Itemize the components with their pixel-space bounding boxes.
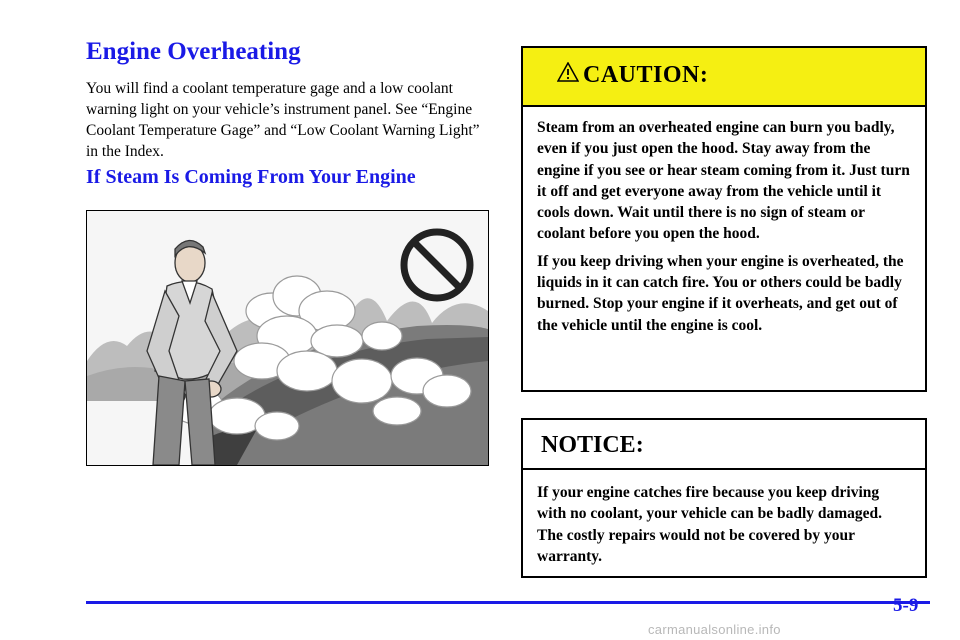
- notice-text: If your engine catches fire because you keep driving with no coolant, your vehicle can be badly damaged. The costly repairs would not be covered by your warranty.: [537, 484, 883, 565]
- steam-engine-illustration: [86, 210, 489, 466]
- notice-title: NOTICE:: [541, 432, 644, 458]
- warning-triangle-icon: [557, 62, 579, 82]
- intro-paragraph: You will find a coolant temperature gage and a low coolant warning light on your vehicle’s instrument panel. See “Engine Coolant Temperature Gage” and “Low Coolant Warning Light” in the Index.: [86, 80, 480, 160]
- caution-paragraph: Steam from an overheated engine can burn you badly, even if you just open the hood. Stay away from the engine if you see or hear steam coming from it. Just turn it off and get everyone away from the vehicle until it cools down. Wait until there is no sign of steam or coolant before you open the hood.: [537, 119, 910, 243]
- page-title: Engine Overheating: [86, 38, 301, 65]
- page-number: 5-9: [893, 595, 919, 616]
- prohibition-sign-icon: [397, 225, 477, 305]
- section-subheading: If Steam Is Coming From Your Engine: [86, 166, 416, 188]
- caution-title: CAUTION:: [583, 62, 709, 88]
- caution-paragraph: If you keep driving when your engine is overheated, the liquids in it can catch fire. You or others could be badly burned. Stop your engine if it overheats, and get out of the vehicle until the engine is cool.: [537, 252, 904, 334]
- caution-box: [521, 46, 927, 392]
- notice-box: [521, 418, 927, 578]
- caution-body: [523, 107, 925, 336]
- footer-rule: [86, 601, 930, 604]
- caution-header: [523, 48, 925, 107]
- notice-header: [523, 420, 925, 470]
- watermark: carmanualsonline.info: [648, 622, 781, 637]
- notice-body: [523, 470, 925, 567]
